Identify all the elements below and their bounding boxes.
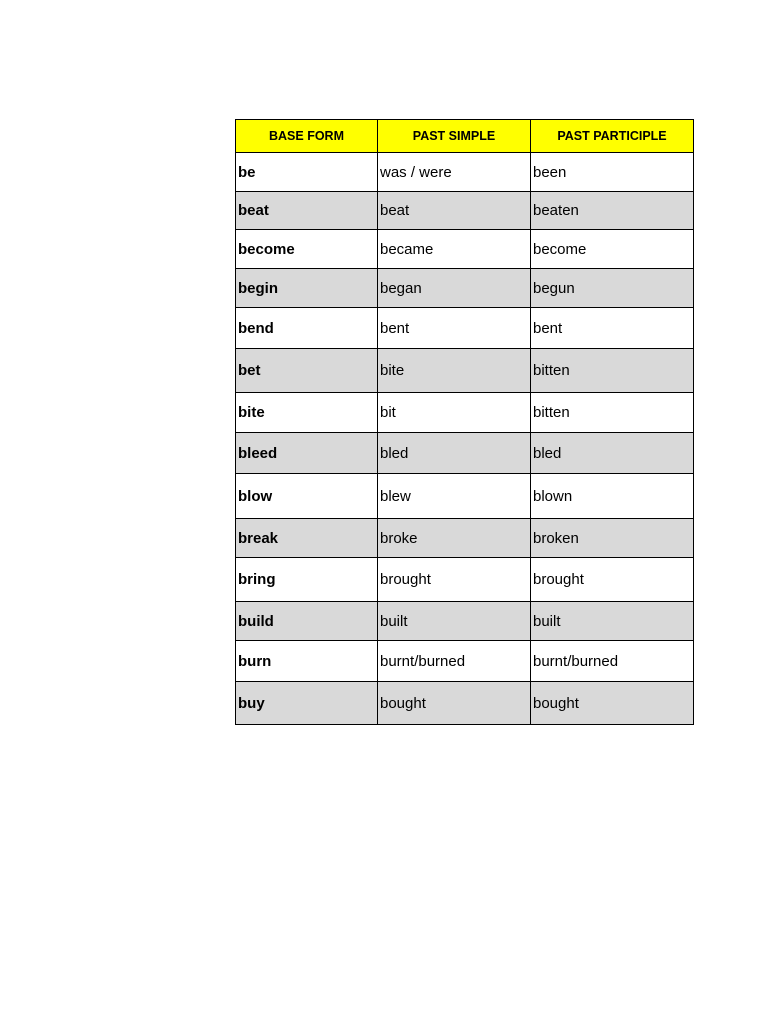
base-form-cell: break [236, 519, 378, 558]
past-participle-cell: bitten [531, 349, 694, 393]
past-participle-cell: bitten [531, 393, 694, 433]
base-form-cell: bite [236, 393, 378, 433]
past-simple-cell: bled [378, 433, 531, 474]
header-row [236, 120, 694, 153]
table-row [236, 393, 694, 433]
table-row [236, 153, 694, 192]
table-row [236, 269, 694, 308]
base-form-cell: begin [236, 269, 378, 308]
table-row [236, 433, 694, 474]
table-row [236, 474, 694, 519]
past-simple-cell: blew [378, 474, 531, 519]
past-simple-cell: broke [378, 519, 531, 558]
past-simple-cell: bought [378, 682, 531, 725]
table-row [236, 602, 694, 641]
table-row [236, 519, 694, 558]
past-participle-cell: become [531, 230, 694, 269]
base-form-cell: become [236, 230, 378, 269]
base-form-cell: bring [236, 558, 378, 602]
base-form-cell: beat [236, 192, 378, 230]
past-simple-cell: was / were [378, 153, 531, 192]
past-simple-cell: built [378, 602, 531, 641]
past-simple-cell: brought [378, 558, 531, 602]
past-participle-cell: bought [531, 682, 694, 725]
past-simple-cell: burnt/burned [378, 641, 531, 682]
past-participle-cell: beaten [531, 192, 694, 230]
irregular-verbs-table [235, 119, 694, 725]
header-base-form: BASE FORM [236, 120, 378, 153]
base-form-cell: buy [236, 682, 378, 725]
table-row [236, 558, 694, 602]
past-simple-cell: began [378, 269, 531, 308]
base-form-cell: bet [236, 349, 378, 393]
base-form-cell: bend [236, 308, 378, 349]
base-form-cell: bleed [236, 433, 378, 474]
past-simple-cell: beat [378, 192, 531, 230]
past-participle-cell: begun [531, 269, 694, 308]
past-simple-cell: bent [378, 308, 531, 349]
past-participle-cell: burnt/burned [531, 641, 694, 682]
header-past-participle: PAST PARTICIPLE [531, 120, 694, 153]
past-participle-cell: bent [531, 308, 694, 349]
past-simple-cell: became [378, 230, 531, 269]
table-row [236, 230, 694, 269]
table-row [236, 192, 694, 230]
past-participle-cell: blown [531, 474, 694, 519]
past-participle-cell: bled [531, 433, 694, 474]
past-simple-cell: bite [378, 349, 531, 393]
base-form-cell: burn [236, 641, 378, 682]
table-row [236, 641, 694, 682]
past-participle-cell: built [531, 602, 694, 641]
base-form-cell: blow [236, 474, 378, 519]
table-row [236, 682, 694, 725]
header-past-simple: PAST SIMPLE [378, 120, 531, 153]
past-participle-cell: broken [531, 519, 694, 558]
base-form-cell: build [236, 602, 378, 641]
base-form-cell: be [236, 153, 378, 192]
table-row [236, 308, 694, 349]
past-participle-cell: brought [531, 558, 694, 602]
table-row [236, 349, 694, 393]
past-participle-cell: been [531, 153, 694, 192]
past-simple-cell: bit [378, 393, 531, 433]
